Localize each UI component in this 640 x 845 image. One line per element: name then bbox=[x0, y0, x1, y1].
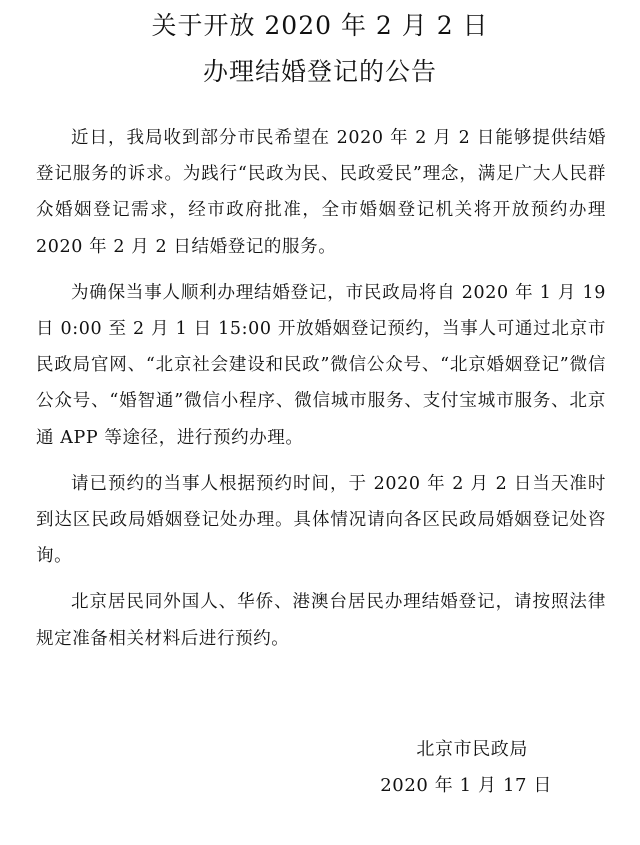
paragraph-foreign-residents: 北京居民同外国人、华侨、港澳台居民办理结婚登记，请按照法律规定准备相关材料后进行预约。 bbox=[36, 592, 606, 649]
signature-block bbox=[380, 732, 552, 804]
notice-body bbox=[36, 120, 606, 667]
paragraph-appointment: 为确保当事人顺利办理结婚登记，市民政局将自 2020 年 1 月 19 日 0:00 至 2 月 1 日 15:00 开放婚姻登记预约，当事人可通过北京市民政局官网、“北京社会建设和民政”微信公众号、“北京婚姻登记”微信公众号、“婚智通”微信小程序、微信城市服务、支付宝城市服务、北京通 APP 等途径，进行预约办理。 bbox=[36, 282, 606, 448]
issuing-organization: 北京市民政局 bbox=[416, 739, 528, 760]
notice-title-line-1: 关于开放 2020 年 2 月 2 日 bbox=[151, 11, 489, 40]
issue-date: 2020 年 1 月 17 日 bbox=[380, 775, 552, 796]
paragraph-intro: 近日，我局收到部分市民希望在 2020 年 2 月 2 日能够提供结婚登记服务的诉求。为践行“民政为民、民政爱民”理念，满足广大人民群众婚姻登记需求，经市政府批准，全市婚姻登记机关将开放预约办理 2020 年 2 月 2 日结婚登记的服务。 bbox=[36, 128, 606, 257]
notice-title-line-2: 办理结婚登记的公告 bbox=[202, 57, 437, 86]
paragraph-attendance: 请已预约的当事人根据预约时间，于 2020 年 2 月 2 日当天准时到达区民政局婚姻登记处办理。具体情况请向各区民政局婚姻登记处咨询。 bbox=[36, 473, 606, 567]
